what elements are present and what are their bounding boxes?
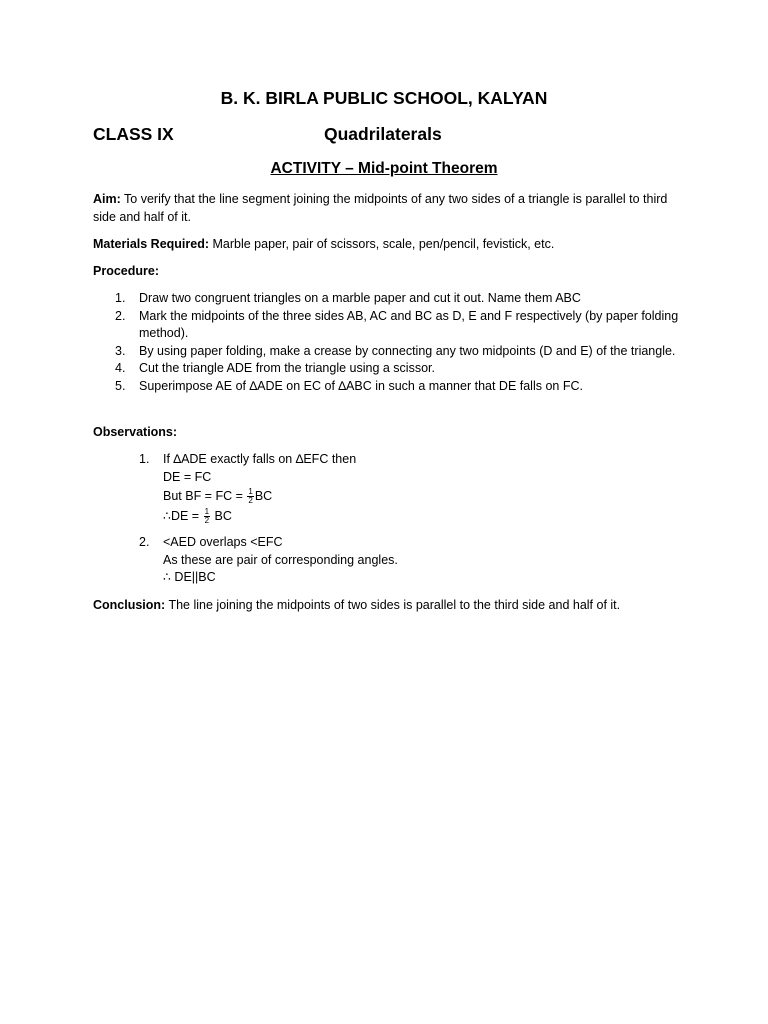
fraction-denominator: 2 <box>248 496 253 506</box>
observation-2 <box>139 534 539 587</box>
procedure-step <box>93 378 683 396</box>
fraction-denominator: 2 <box>204 515 210 525</box>
observation-fraction-line <box>139 508 539 526</box>
observation-number: 2. <box>139 535 150 549</box>
step-number: 5. <box>115 378 126 393</box>
observation-line: <AED overlaps <EFC <box>163 535 283 549</box>
step-number: 2. <box>115 308 126 323</box>
observation-text: BC <box>214 508 232 523</box>
observation-text: But BF = FC = <box>163 489 243 503</box>
step-text: Mark the midpoints of the three sides AB, AC and BC as D, E and F respectively (by paper folding method). <box>139 308 679 340</box>
procedure-heading <box>93 263 683 281</box>
step-text: By using paper folding, make a crease by connecting any two midpoints (D and E) of the triangle. <box>139 343 676 358</box>
fraction-one-half <box>247 488 253 505</box>
subject-title: Quadrilaterals <box>324 124 442 144</box>
observation-line: If ∆ADE exactly falls on ∆EFC then <box>163 452 357 466</box>
materials-label: Materials Required: <box>93 237 210 251</box>
observation-1 <box>139 451 539 525</box>
procedure-step <box>93 343 683 361</box>
materials-text: Marble paper, pair of scissors, scale, pen/pencil, fevistick, etc. <box>212 237 555 251</box>
observation-line: As these are pair of corresponding angles. <box>163 552 398 567</box>
step-number: 4. <box>115 361 126 375</box>
observation-number: 1. <box>139 452 150 466</box>
aim-text: To verify that the line segment joining the midpoints of any two sides of a triangle is parallel to third side and half of it. <box>93 192 668 224</box>
observation-text: BC <box>254 489 273 503</box>
fraction-one-half <box>204 508 210 525</box>
class-label: CLASS IX <box>93 124 174 144</box>
observation-line: ∴ DE||BC <box>163 570 216 584</box>
procedure-step <box>93 360 683 378</box>
procedure-list <box>93 290 683 395</box>
step-text: Cut the triangle ADE from the triangle using a scissor. <box>139 361 435 375</box>
conclusion-paragraph <box>93 597 683 615</box>
school-name: B. K. BIRLA PUBLIC SCHOOL, KALYAN <box>220 88 548 108</box>
aim-label: Aim: <box>93 192 121 206</box>
aim-paragraph <box>93 191 683 226</box>
fraction-numerator: 1 <box>248 487 253 497</box>
step-text: Superimpose AE of ∆ADE on EC of ∆ABC in such a manner that DE falls on FC. <box>139 378 583 393</box>
observations-label: Observations: <box>93 425 178 439</box>
conclusion-text: The line joining the midpoints of two sides is parallel to the third side and half of it. <box>168 598 621 612</box>
fraction-numerator: 1 <box>204 506 210 516</box>
observations-heading <box>93 424 683 442</box>
step-text: Draw two congruent triangles on a marble paper and cut it out. Name them ABC <box>139 291 581 305</box>
procedure-step <box>93 308 683 343</box>
observation-text: ∴DE = <box>163 508 200 523</box>
step-number: 3. <box>115 343 126 358</box>
conclusion-label: Conclusion: <box>93 598 166 612</box>
procedure-step <box>93 290 683 308</box>
procedure-label: Procedure: <box>93 264 159 278</box>
observation-fraction-line <box>139 488 539 506</box>
activity-title: ACTIVITY – Mid-point Theorem <box>270 160 498 177</box>
observation-line: DE = FC <box>163 469 212 484</box>
materials-paragraph <box>93 236 683 254</box>
step-number: 1. <box>115 291 126 305</box>
